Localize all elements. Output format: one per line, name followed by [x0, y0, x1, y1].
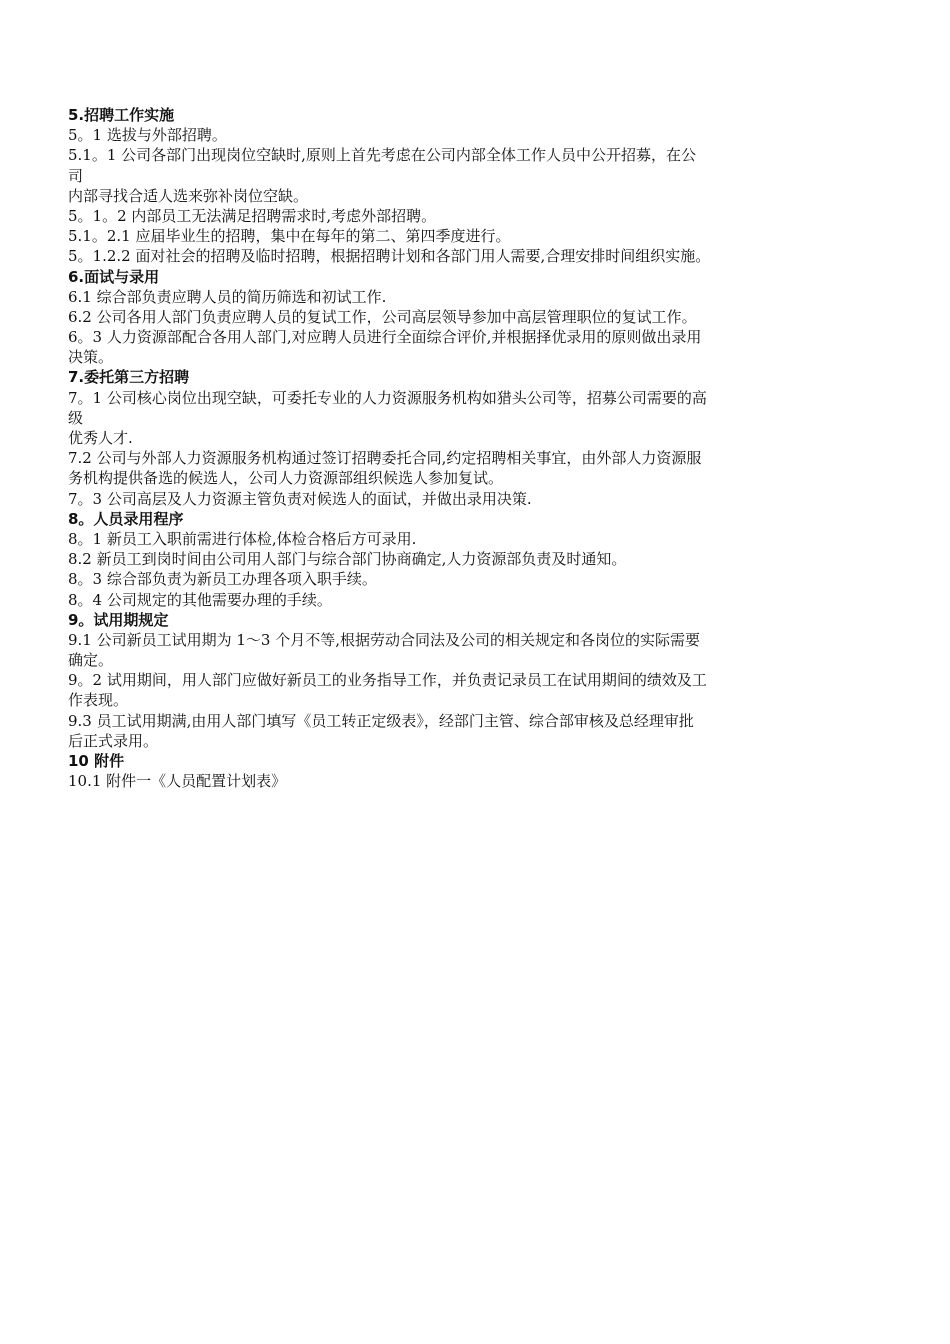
paragraph-line: 务机构提供备选的候选人，公司人力资源部组织候选人参加复试。 [68, 469, 504, 488]
paragraph-line: 7。3 公司高层及人力资源主管负责对候选人的面试，并做出录用决策. [68, 489, 532, 508]
document-body [68, 105, 888, 791]
section-heading-9: 9。试用期规定 [68, 610, 169, 629]
paragraph-line: 8。3 综合部负责为新员工办理各项入职手续。 [68, 570, 377, 589]
section-heading-10: 10 附件 [68, 752, 125, 770]
paragraph-line: 级 [68, 408, 84, 427]
paragraph-line: 司 [68, 166, 84, 185]
section-heading-7: 7.委托第三方招聘 [68, 368, 190, 387]
paragraph-line: 9.1 公司新员工试用期为 1～3 个月不等,根据劳动合同法及公司的相关规定和各岗位的实际需要 [68, 630, 701, 649]
paragraph-line: 5.1。1 公司各部门出现岗位空缺时,原则上首先考虑在公司内部全体工作人员中公开招募，在公 [68, 146, 696, 165]
paragraph-line: 决策。 [68, 348, 114, 367]
paragraph-line: 8.2 新员工到岗时间由公司用人部门与综合部门协商确定,人力资源部负责及时通知。 [68, 550, 627, 569]
paragraph-line: 5.1。2.1 应届毕业生的招聘，集中在每年的第二、第四季度进行。 [68, 227, 511, 246]
paragraph-line: 作表现。 [68, 691, 129, 710]
paragraph-line: 6.1 综合部负责应聘人员的简历筛选和初试工作. [68, 287, 387, 306]
paragraph-line: 后正式录用。 [68, 731, 159, 750]
paragraph-line: 8。4 公司规定的其他需要办理的手续。 [68, 590, 332, 609]
paragraph-line: 10.1 附件一《人员配置计划表》 [68, 772, 287, 791]
paragraph-line: 5。1.2.2 面对社会的招聘及临时招聘，根据招聘计划和各部门用人需要,合理安排时间组织实施。 [68, 247, 711, 266]
paragraph-line: 5。1。2 内部员工无法满足招聘需求时,考虑外部招聘。 [68, 206, 437, 225]
paragraph-line: 9.3 员工试用期满,由用人部门填写《员工转正定级表》，经部门主管、综合部审核及总经理审批 [68, 711, 694, 730]
paragraph-line: 9。2 试用期间，用人部门应做好新员工的业务指导工作，并负责记录员工在试用期间的绩效及工 [68, 671, 707, 690]
paragraph-line: 确定。 [68, 651, 114, 670]
section-heading-6: 6.面试与录用 [68, 267, 160, 286]
section-heading-5: 5.招聘工作实施 [68, 106, 175, 124]
paragraph-line: 5。1 选拔与外部招聘。 [68, 126, 227, 145]
paragraph-line: 8。1 新员工入职前需进行体检,体检合格后方可录用. [68, 529, 417, 548]
paragraph-line: 7。1 公司核心岗位出现空缺，可委托专业的人力资源服务机构如猎头公司等，招募公司需要的高 [68, 388, 707, 407]
paragraph-line: 优秀人才. [68, 429, 133, 447]
paragraph-line: 7.2 公司与外部人力资源服务机构通过签订招聘委托合同,约定招聘相关事宜，由外部人力资源服 [68, 449, 702, 468]
paragraph-line: 6.2 公司各用人部门负责应聘人员的复试工作，公司高层领导参加中高层管理职位的复试工作。 [68, 307, 697, 326]
paragraph-line: 6。3 人力资源部配合各用人部门,对应聘人员进行全面综合评价,并根据择优录用的原则做出录用 [68, 328, 702, 347]
paragraph-line: 内部寻找合适人选来弥补岗位空缺。 [68, 186, 309, 205]
section-heading-8: 8。人员录用程序 [68, 509, 184, 528]
